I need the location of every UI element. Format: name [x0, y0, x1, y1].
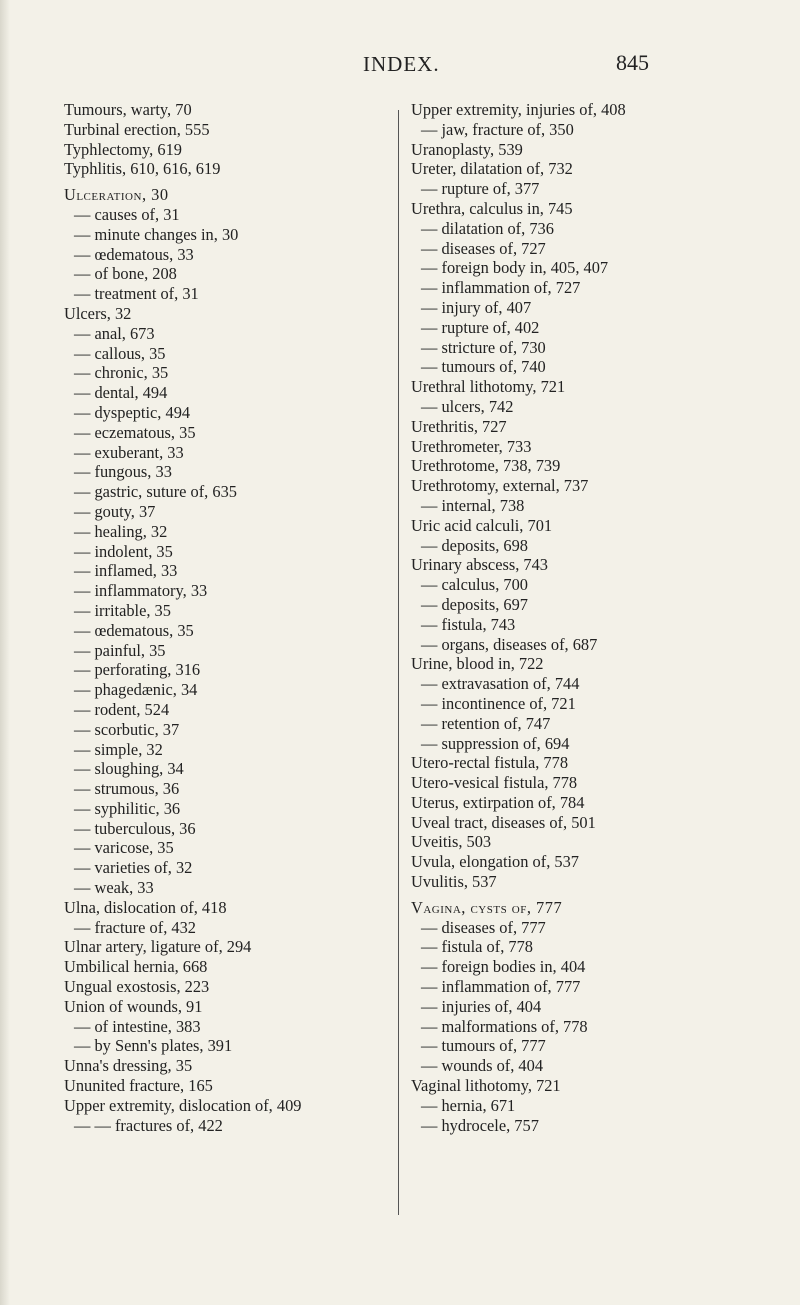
index-entry: Urethrotome, 738, 739 — [411, 456, 561, 476]
index-subentry: — by Senn's plates, 391 — [74, 1036, 233, 1056]
index-entry: Ulna, dislocation of, 418 — [64, 897, 227, 917]
index-entry: Uveal tract, diseases of, 501 — [411, 812, 596, 832]
index-subentry: — tumours of, 740 — [421, 357, 546, 377]
index-subentry: — syphilitic, 36 — [74, 798, 181, 818]
index-subentry: — internal, 738 — [421, 495, 525, 515]
index-subentry: — stricture of, 730 — [421, 337, 546, 357]
index-subentry: — dilatation of, 736 — [421, 218, 554, 238]
index-entry: Ulnar artery, ligature of, 294 — [64, 937, 252, 957]
index-entry: Ungual exostosis, 223 — [64, 977, 210, 997]
index-subentry: — anal, 673 — [74, 323, 155, 343]
index-entry: Uvulitis, 537 — [411, 872, 497, 892]
index-column-left — [64, 100, 394, 1135]
index-subentry: — fracture of, 432 — [74, 917, 196, 937]
index-subentry: — incontinence of, 721 — [421, 693, 576, 713]
index-subentry: — diseases of, 727 — [421, 238, 546, 258]
index-subentry: — strumous, 36 — [74, 779, 180, 799]
index-entry: Uveitis, 503 — [411, 832, 492, 852]
index-subentry: — deposits, 698 — [421, 535, 528, 555]
index-entry: Tumours, warty, 70 — [64, 100, 192, 119]
index-subentry: — fistula of, 778 — [421, 937, 533, 957]
index-subentry: — chronic, 35 — [74, 363, 169, 383]
index-subentry: — eczematous, 35 — [74, 422, 196, 442]
index-subentry: — hydrocele, 757 — [421, 1115, 539, 1135]
page-number: 845 — [616, 50, 649, 75]
index-entry: Urine, blood in, 722 — [411, 654, 544, 674]
index-subentry: — calculus, 700 — [421, 575, 528, 595]
index-subentry: — deposits, 697 — [421, 594, 528, 614]
index-subentry: — œdematous, 35 — [74, 620, 194, 640]
index-subentry: — jaw, fracture of, 350 — [421, 119, 574, 139]
index-subentry: — retention of, 747 — [421, 713, 551, 733]
index-subentry: — varicose, 35 — [74, 838, 174, 858]
index-subentry: — dental, 494 — [74, 383, 168, 403]
index-entry: Uterus, extirpation of, 784 — [411, 792, 585, 812]
index-entry: Typhlectomy, 619 — [64, 139, 182, 159]
index-subentry: — diseases of, 777 — [421, 917, 546, 937]
index-entry: Umbilical hernia, 668 — [64, 957, 208, 977]
index-entry: Urethral lithotomy, 721 — [411, 377, 566, 397]
index-entry: Utero-vesical fistula, 778 — [411, 773, 578, 793]
index-subentry: — injuries of, 404 — [421, 996, 542, 1016]
index-subentry: — causes of, 31 — [74, 204, 180, 224]
index-entry: Urethra, calculus in, 745 — [411, 198, 573, 218]
index-subentry: — of bone, 208 — [74, 264, 177, 284]
index-entry: Uranoplasty, 539 — [411, 139, 523, 159]
index-subentry: — extravasation of, 744 — [421, 674, 580, 694]
index-subentry: — phagedænic, 34 — [74, 680, 198, 700]
index-subentry: — minute changes in, 30 — [74, 224, 239, 244]
index-subentry: — scorbutic, 37 — [74, 719, 180, 739]
index-subentry: — malformations of, 778 — [421, 1016, 588, 1036]
index-subentry: — sloughing, 34 — [74, 759, 184, 779]
index-entry: Urethrometer, 733 — [411, 436, 532, 456]
index-subentry: — injury of, 407 — [421, 297, 532, 317]
index-subentry: — healing, 32 — [74, 521, 168, 541]
index-subentry: — painful, 35 — [74, 640, 166, 660]
index-entry: Typhlitis, 610, 616, 619 — [64, 159, 221, 179]
index-subentry: — perforating, 316 — [74, 660, 201, 680]
index-subentry: — fistula, 743 — [421, 614, 516, 634]
index-entry: Vagina, cysts of, 777 — [411, 897, 563, 917]
index-subentry: — hernia, 671 — [421, 1095, 516, 1115]
index-entry: Utero-rectal fistula, 778 — [411, 753, 569, 773]
index-subentry: — ulcers, 742 — [421, 396, 514, 416]
index-entry: Turbinal erection, 555 — [64, 119, 210, 139]
index-subentry: — œdematous, 33 — [74, 244, 194, 264]
index-entry: Urinary abscess, 743 — [411, 555, 549, 575]
index-entry: Ulcers, 32 — [64, 303, 132, 323]
page-header — [0, 50, 800, 80]
index-subentry: — wounds of, 404 — [421, 1056, 544, 1076]
index-subentry: — foreign body in, 405, 407 — [421, 258, 609, 278]
index-subentry: — callous, 35 — [74, 343, 166, 363]
index-subentry: — treatment of, 31 — [74, 284, 199, 304]
index-subentry: — inflammation of, 777 — [421, 977, 581, 997]
index-entry: Union of wounds, 91 — [64, 996, 203, 1016]
index-entry: Upper extremity, dislocation of, 409 — [64, 1095, 302, 1115]
index-entry: Uvula, elongation of, 537 — [411, 852, 579, 872]
index-subentry: — irritable, 35 — [74, 600, 171, 620]
index-subentry: — rupture of, 377 — [421, 179, 540, 199]
index-subentry: — indolent, 35 — [74, 541, 173, 561]
index-subentry: — tumours of, 777 — [421, 1036, 546, 1056]
index-column-right — [411, 100, 781, 1135]
index-subentry: — of intestine, 383 — [74, 1016, 201, 1036]
index-subentry: — inflammatory, 33 — [74, 581, 208, 601]
index-subentry: — suppression of, 694 — [421, 733, 570, 753]
index-subentry: — exuberant, 33 — [74, 442, 184, 462]
index-entry: Upper extremity, injuries of, 408 — [411, 100, 626, 119]
index-subentry: — organs, diseases of, 687 — [421, 634, 598, 654]
index-subentry: — inflammation of, 727 — [421, 278, 581, 298]
index-subentry: — weak, 33 — [74, 878, 154, 898]
running-head: INDEX. — [363, 52, 440, 76]
index-subentry: — — fractures of, 422 — [74, 1115, 223, 1135]
index-subentry: — gouty, 37 — [74, 501, 156, 521]
index-subentry: — rupture of, 402 — [421, 317, 540, 337]
index-entry: Unna's dressing, 35 — [64, 1056, 193, 1076]
page-spine-shadow — [0, 0, 10, 1305]
index-subentry: — inflamed, 33 — [74, 561, 178, 581]
index-entry: Urethrotomy, external, 737 — [411, 476, 589, 496]
index-subentry: — dyspeptic, 494 — [74, 402, 191, 422]
column-divider — [398, 110, 399, 1215]
index-subentry: — simple, 32 — [74, 739, 163, 759]
index-entry: Ulceration, 30 — [64, 185, 169, 205]
index-subentry: — gastric, suture of, 635 — [74, 482, 237, 502]
index-entry: Vaginal lithotomy, 721 — [411, 1076, 561, 1096]
index-subentry: — varieties of, 32 — [74, 858, 193, 878]
index-subentry: — fungous, 33 — [74, 462, 172, 482]
index-subentry: — foreign bodies in, 404 — [421, 957, 586, 977]
index-entry: Ureter, dilatation of, 732 — [411, 159, 573, 179]
index-subentry: — tuberculous, 36 — [74, 818, 196, 838]
index-entry: Uric acid calculi, 701 — [411, 515, 553, 535]
index-entry: Ununited fracture, 165 — [64, 1076, 213, 1096]
index-entry: Urethritis, 727 — [411, 416, 507, 436]
index-subentry: — rodent, 524 — [74, 699, 170, 719]
